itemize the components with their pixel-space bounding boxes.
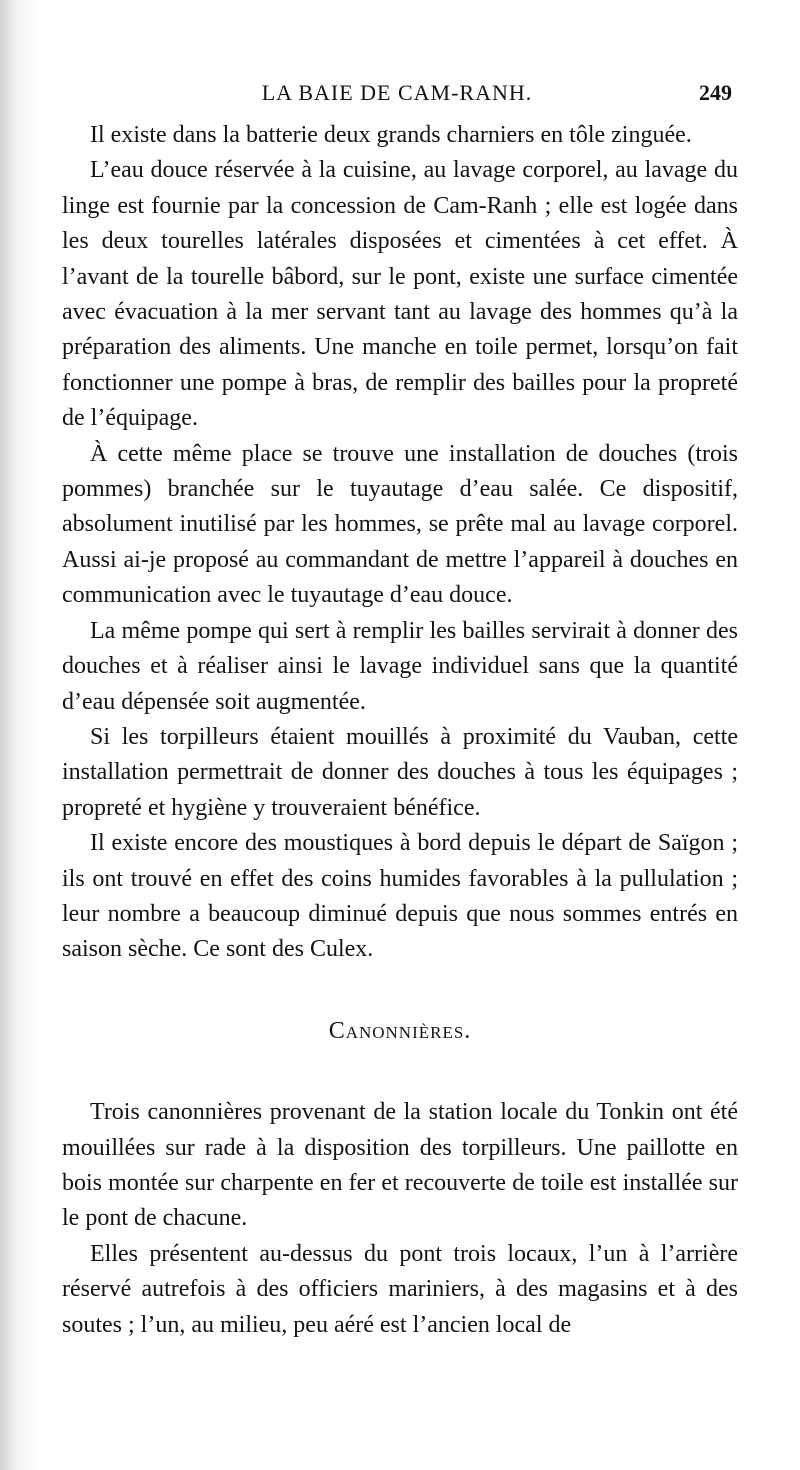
paragraph: L’eau douce réservée à la cuisine, au lavage corporel, au lavage du linge est fournie par la concession de Cam-Ranh ; elle est logée dans les deux tourelles latérales disposées et cimentées à cet effet. À l’avant de la tourelle bâbord, sur le pont, existe une surface cimentée avec évacuation à la mer servant tant au lavage des hommes qu’à la préparation des aliments. Une manche en toile permet, lorsqu’on fait fonctionner une pompe à bras, de remplir des bailles pour la propreté de l’équipage.: [62, 157, 738, 432]
section-heading: Canonnières.: [328, 1017, 472, 1044]
paragraph: Il existe encore des moustiques à bord depuis le départ de Saïgon ; ils ont trouvé en effet des coins humides favorables à la pullulation ; leur nombre a beaucoup diminué depuis que nous sommes entrés en saison sèche. Ce sont des Culex.: [62, 830, 738, 963]
paragraph: Elles présentent au-dessus du pont trois locaux, l’un à l’arrière réservé autrefois à des officiers mariniers, à des magasins et à des soutes ; l’un, au milieu, peu aéré est l’ancien local de: [62, 1240, 738, 1338]
paragraph: La même pompe qui sert à remplir les bailles servirait à donner des douches et à réaliser ainsi le lavage individuel sans que la quantité d’eau dépensée soit augmentée.: [62, 617, 738, 715]
page-number: 249: [699, 80, 732, 105]
running-head: [62, 80, 732, 110]
paragraph: Il existe dans la batterie deux grands charniers en tôle zinguée.: [90, 122, 692, 148]
paragraph: Trois canonnières provenant de la station locale du Tonkin ont été mouillées sur rade à la disposition des torpilleurs. Une paillotte en bois montée sur charpente en fer et recouverte de toile est installée sur le pont de chacune.: [62, 1099, 738, 1232]
paragraph: À cette même place se trouve une installation de douches (trois pommes) branchée sur le tuyautage d’eau salée. Ce dispositif, absolument inutilisé par les hommes, se prête mal au lavage corporel. Aussi ai-je proposé au commandant de mettre l’appareil à douches en communication avec le tuyautage d’eau douce.: [62, 440, 738, 609]
paragraph: Si les torpilleurs étaient mouillés à proximité du Vauban, cette installation permettrait de donner des douches à tous les équipages ; propreté et hygiène y trouveraient bénéfice.: [62, 723, 738, 821]
body-text: [62, 118, 738, 1343]
running-title: LA BAIE DE CAM-RANH.: [261, 80, 533, 105]
page-edge-shadow: [0, 0, 40, 1470]
